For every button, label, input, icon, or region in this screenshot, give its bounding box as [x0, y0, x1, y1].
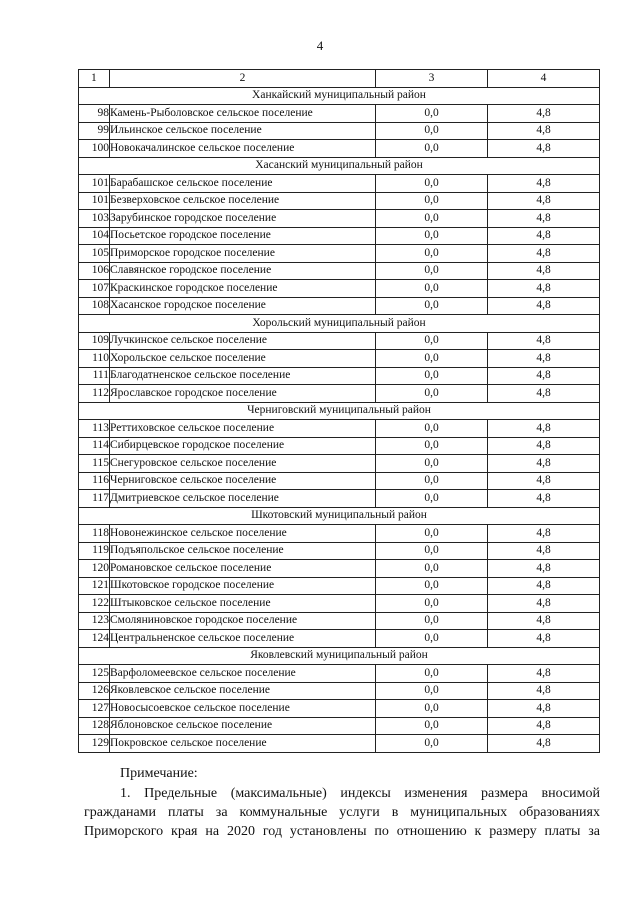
page-number: 4 [316, 38, 324, 53]
settlement-name: Ярославское городское поселение [110, 385, 376, 403]
value-col-4: 4,8 [488, 350, 600, 368]
row-number: 104 [79, 227, 110, 245]
value-col-4: 4,8 [488, 682, 600, 700]
district-name: Яковлевский муниципальный район [79, 647, 600, 665]
table-row [79, 367, 600, 385]
value-col-3: 0,0 [376, 490, 488, 508]
header-col-1: 1 [79, 70, 110, 88]
settlement-name: Славянское городское поселение [110, 262, 376, 280]
value-col-3: 0,0 [376, 525, 488, 543]
value-col-4: 4,8 [488, 472, 600, 490]
table-row [79, 437, 600, 455]
value-col-3: 0,0 [376, 420, 488, 438]
table-row [79, 245, 600, 263]
value-col-3: 0,0 [376, 612, 488, 630]
settlement-name: Краскинское городское поселение [110, 280, 376, 298]
row-number: 115 [79, 455, 110, 473]
settlement-name: Смоляниновское городское поселение [110, 612, 376, 630]
note-paragraph [84, 784, 600, 841]
table-row [79, 210, 600, 228]
table-row [79, 140, 600, 158]
settlement-name: Новонежинское сельское поселение [110, 525, 376, 543]
value-col-3: 0,0 [376, 630, 488, 648]
settlement-name: Яблоновское сельское поселение [110, 717, 376, 735]
district-name: Хорольский муниципальный район [79, 315, 600, 333]
value-col-3: 0,0 [376, 280, 488, 298]
value-col-3: 0,0 [376, 717, 488, 735]
note-line-1: 1. Предельные (максимальные) индексы изменения размера вносимой [120, 786, 600, 801]
table-header-row [79, 70, 600, 88]
value-col-3: 0,0 [376, 665, 488, 683]
value-col-4: 4,8 [488, 262, 600, 280]
row-number: 110 [79, 350, 110, 368]
settlement-name: Романовское сельское поселение [110, 560, 376, 578]
row-number: 101 [79, 175, 110, 193]
district-row [79, 315, 600, 333]
settlement-name: Новокачалинское сельское поселение [110, 140, 376, 158]
value-col-4: 4,8 [488, 490, 600, 508]
value-col-4: 4,8 [488, 455, 600, 473]
settlement-name: Покровское сельское поселение [110, 735, 376, 753]
row-number: 116 [79, 472, 110, 490]
district-row [79, 507, 600, 525]
value-col-3: 0,0 [376, 262, 488, 280]
settlement-name: Шкотовское городское поселение [110, 577, 376, 595]
value-col-3: 0,0 [376, 227, 488, 245]
settlement-name: Новосысоевское сельское поселение [110, 700, 376, 718]
value-col-4: 4,8 [488, 192, 600, 210]
settlement-name: Реттиховское сельское поселение [110, 420, 376, 438]
value-col-4: 4,8 [488, 175, 600, 193]
table-row [79, 472, 600, 490]
table-row [79, 717, 600, 735]
indices-table [78, 69, 600, 753]
row-number: 111 [79, 367, 110, 385]
value-col-3: 0,0 [376, 595, 488, 613]
table-row [79, 630, 600, 648]
settlement-name: Благодатненское сельское поселение [110, 367, 376, 385]
settlement-name: Яковлевское сельское поселение [110, 682, 376, 700]
table-row [79, 227, 600, 245]
row-number: 120 [79, 560, 110, 578]
header-col-4: 4 [488, 70, 600, 88]
value-col-3: 0,0 [376, 105, 488, 123]
value-col-3: 0,0 [376, 455, 488, 473]
settlement-name: Подъяпольское сельское поселение [110, 542, 376, 560]
table-row [79, 665, 600, 683]
settlement-name: Камень-Рыболовское сельское поселение [110, 105, 376, 123]
value-col-4: 4,8 [488, 420, 600, 438]
value-col-4: 4,8 [488, 665, 600, 683]
value-col-4: 4,8 [488, 560, 600, 578]
value-col-3: 0,0 [376, 192, 488, 210]
value-col-3: 0,0 [376, 577, 488, 595]
value-col-3: 0,0 [376, 140, 488, 158]
district-name: Черниговский муниципальный район [79, 402, 600, 420]
row-number: 117 [79, 490, 110, 508]
table-row [79, 682, 600, 700]
note-line-3: Приморского края на 2020 год установлены по отношению к размеру платы за [84, 824, 600, 839]
row-number: 107 [79, 280, 110, 298]
header-col-3: 3 [376, 70, 488, 88]
value-col-4: 4,8 [488, 577, 600, 595]
settlement-name: Варфоломеевское сельское поселение [110, 665, 376, 683]
value-col-4: 4,8 [488, 542, 600, 560]
value-col-4: 4,8 [488, 297, 600, 315]
value-col-3: 0,0 [376, 367, 488, 385]
header-col-2: 2 [110, 70, 376, 88]
value-col-4: 4,8 [488, 525, 600, 543]
settlement-name: Хасанское городское поселение [110, 297, 376, 315]
value-col-3: 0,0 [376, 332, 488, 350]
value-col-4: 4,8 [488, 735, 600, 753]
table-row [79, 542, 600, 560]
settlement-name: Штыковское сельское поселение [110, 595, 376, 613]
table-row [79, 332, 600, 350]
table-row [79, 105, 600, 123]
value-col-3: 0,0 [376, 682, 488, 700]
table-row [79, 420, 600, 438]
row-number: 122 [79, 595, 110, 613]
table-row [79, 700, 600, 718]
district-row [79, 157, 600, 175]
settlement-name: Безверховское сельское поселение [110, 192, 376, 210]
value-col-3: 0,0 [376, 122, 488, 140]
table-row [79, 490, 600, 508]
value-col-4: 4,8 [488, 717, 600, 735]
settlement-name: Лучкинское сельское поселение [110, 332, 376, 350]
table-row [79, 577, 600, 595]
note-title: Примечание: [120, 766, 198, 781]
value-col-3: 0,0 [376, 700, 488, 718]
value-col-4: 4,8 [488, 122, 600, 140]
row-number: 128 [79, 717, 110, 735]
value-col-3: 0,0 [376, 437, 488, 455]
row-number: 124 [79, 630, 110, 648]
settlement-name: Центральненское сельское поселение [110, 630, 376, 648]
value-col-4: 4,8 [488, 612, 600, 630]
row-number: 105 [79, 245, 110, 263]
value-col-4: 4,8 [488, 227, 600, 245]
district-name: Шкотовский муниципальный район [79, 507, 600, 525]
row-number: 127 [79, 700, 110, 718]
row-number: 108 [79, 297, 110, 315]
row-number: 123 [79, 612, 110, 630]
row-number: 103 [79, 210, 110, 228]
value-col-3: 0,0 [376, 560, 488, 578]
row-number: 109 [79, 332, 110, 350]
row-number: 100 [79, 140, 110, 158]
table-row [79, 192, 600, 210]
value-col-3: 0,0 [376, 735, 488, 753]
value-col-4: 4,8 [488, 280, 600, 298]
settlement-name: Дмитриевское сельское поселение [110, 490, 376, 508]
value-col-4: 4,8 [488, 140, 600, 158]
row-number: 118 [79, 525, 110, 543]
district-row [79, 647, 600, 665]
value-col-3: 0,0 [376, 542, 488, 560]
value-col-3: 0,0 [376, 385, 488, 403]
table-row [79, 560, 600, 578]
table-row [79, 175, 600, 193]
row-number: 112 [79, 385, 110, 403]
table-row [79, 297, 600, 315]
value-col-4: 4,8 [488, 437, 600, 455]
value-col-4: 4,8 [488, 630, 600, 648]
value-col-4: 4,8 [488, 367, 600, 385]
row-number: 121 [79, 577, 110, 595]
settlement-name: Посьетское городское поселение [110, 227, 376, 245]
settlement-name: Сибирцевское городское поселение [110, 437, 376, 455]
table-row [79, 262, 600, 280]
table-body [79, 70, 600, 753]
row-number: 101 [79, 192, 110, 210]
table-row [79, 122, 600, 140]
settlement-name: Черниговское сельское поселение [110, 472, 376, 490]
value-col-3: 0,0 [376, 210, 488, 228]
value-col-4: 4,8 [488, 332, 600, 350]
value-col-4: 4,8 [488, 595, 600, 613]
value-col-4: 4,8 [488, 245, 600, 263]
row-number: 98 [79, 105, 110, 123]
value-col-3: 0,0 [376, 245, 488, 263]
row-number: 114 [79, 437, 110, 455]
settlement-name: Хорольское сельское поселение [110, 350, 376, 368]
row-number: 113 [79, 420, 110, 438]
value-col-4: 4,8 [488, 210, 600, 228]
note-line-2: гражданами платы за коммунальные услуги в муниципальных образованиях [84, 805, 600, 820]
settlement-name: Приморское городское поселение [110, 245, 376, 263]
row-number: 106 [79, 262, 110, 280]
value-col-4: 4,8 [488, 700, 600, 718]
row-number: 126 [79, 682, 110, 700]
settlement-name: Ильинское сельское поселение [110, 122, 376, 140]
table-row [79, 455, 600, 473]
value-col-3: 0,0 [376, 175, 488, 193]
table-row [79, 350, 600, 368]
district-name: Ханкайский муниципальный район [79, 87, 600, 105]
value-col-4: 4,8 [488, 385, 600, 403]
district-row [79, 402, 600, 420]
row-number: 119 [79, 542, 110, 560]
district-name: Хасанский муниципальный район [79, 157, 600, 175]
table-row [79, 525, 600, 543]
row-number: 129 [79, 735, 110, 753]
table-row [79, 595, 600, 613]
district-row [79, 87, 600, 105]
value-col-3: 0,0 [376, 472, 488, 490]
row-number: 99 [79, 122, 110, 140]
table-row [79, 612, 600, 630]
value-col-4: 4,8 [488, 105, 600, 123]
table-row [79, 735, 600, 753]
table-row [79, 385, 600, 403]
settlement-name: Зарубинское городское поселение [110, 210, 376, 228]
row-number: 125 [79, 665, 110, 683]
settlement-name: Барабашское сельское поселение [110, 175, 376, 193]
settlement-name: Снегуровское сельское поселение [110, 455, 376, 473]
value-col-3: 0,0 [376, 297, 488, 315]
table-row [79, 280, 600, 298]
value-col-3: 0,0 [376, 350, 488, 368]
